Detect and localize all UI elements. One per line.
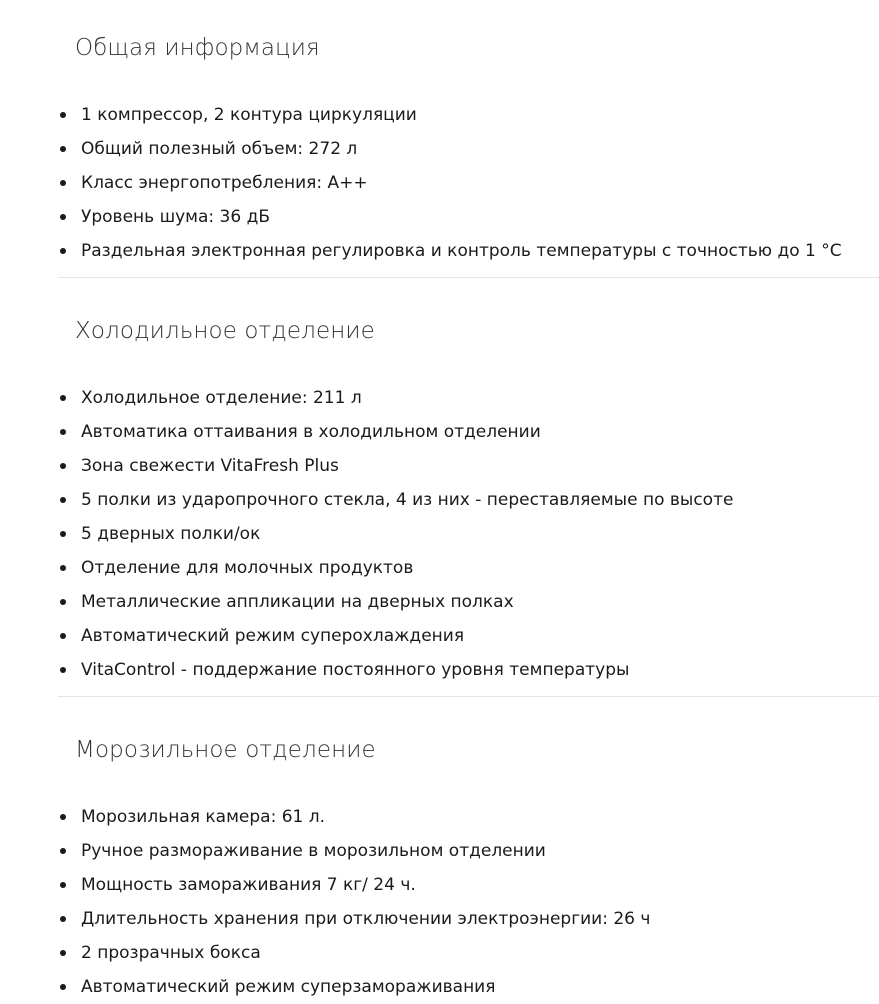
bullet-icon xyxy=(60,531,66,537)
list-item-text: Металлические аппликации на дверных полках xyxy=(81,592,514,612)
bullet-icon xyxy=(60,984,66,990)
list-item-text: 2 прозрачных бокса xyxy=(81,943,261,963)
list-item xyxy=(0,970,879,1004)
list-item-text: Автоматика оттаивания в холодильном отделении xyxy=(81,422,541,442)
list-item-text: 1 компрессор, 2 контура циркуляции xyxy=(81,105,417,125)
list-item-text: Морозильная камера: 61 л. xyxy=(81,807,326,827)
list-item-text: Отделение для молочных продуктов xyxy=(81,558,414,578)
list-item-text: VitaControl - поддержание постоянного уровня температуры xyxy=(81,660,630,680)
list-item xyxy=(0,551,879,585)
bullet-icon xyxy=(60,882,66,888)
list-item-text: Уровень шума: 36 дБ xyxy=(81,207,271,227)
bullet-icon xyxy=(60,633,66,639)
list-item xyxy=(0,936,879,970)
bullet-icon xyxy=(60,180,66,186)
list-item xyxy=(0,653,879,687)
section-divider xyxy=(58,277,879,278)
list-item-text: Класс энергопотребления: A++ xyxy=(81,173,368,193)
spec-list xyxy=(0,381,879,687)
list-item-text: Холодильное отделение: 211 л xyxy=(81,388,362,408)
list-item xyxy=(0,483,879,517)
section-divider xyxy=(58,696,879,697)
bullet-icon xyxy=(60,848,66,854)
list-item-text: Длительность хранения при отключении электроэнергии: 26 ч xyxy=(81,909,651,929)
bullet-icon xyxy=(60,429,66,435)
spec-list xyxy=(0,98,879,268)
bullet-icon xyxy=(60,214,66,220)
list-item xyxy=(0,800,879,834)
list-item xyxy=(0,234,879,268)
list-item xyxy=(0,381,879,415)
list-item-text: Общий полезный объем: 272 л xyxy=(81,139,358,159)
list-item-text: 5 полки из ударопрочного стекла, 4 из них - переставляемые по высоте xyxy=(81,490,734,510)
list-item xyxy=(0,834,879,868)
list-item xyxy=(0,132,879,166)
bullet-icon xyxy=(60,814,66,820)
list-item xyxy=(0,449,879,483)
list-item xyxy=(0,868,879,902)
list-item xyxy=(0,166,879,200)
list-item xyxy=(0,619,879,653)
section-title: Холодильное отделение xyxy=(75,318,375,344)
bullet-icon xyxy=(60,248,66,254)
list-item-text: Автоматический режим суперохлаждения xyxy=(81,626,465,646)
section-title: Морозильное отделение xyxy=(75,737,376,763)
bullet-icon xyxy=(60,667,66,673)
list-item-text: Мощность замораживания 7 кг/ 24 ч. xyxy=(81,875,416,895)
list-item-text: Автоматический режим суперзамораживания xyxy=(81,977,496,997)
list-item xyxy=(0,415,879,449)
list-item xyxy=(0,585,879,619)
list-item-text: 5 дверных полки/ок xyxy=(81,524,261,544)
bullet-icon xyxy=(60,950,66,956)
list-item-text: Раздельная электронная регулировка и контроль температуры с точностью до 1 °C xyxy=(81,241,842,261)
bullet-icon xyxy=(60,916,66,922)
list-item-text: Зона свежести VitaFresh Plus xyxy=(81,456,339,476)
bullet-icon xyxy=(60,463,66,469)
bullet-icon xyxy=(60,112,66,118)
section-title: Общая информация xyxy=(75,35,320,61)
list-item xyxy=(0,98,879,132)
bullet-icon xyxy=(60,146,66,152)
list-item xyxy=(0,902,879,936)
bullet-icon xyxy=(60,395,66,401)
spec-list xyxy=(0,800,879,1004)
list-item-text: Ручное размораживание в морозильном отделении xyxy=(81,841,546,861)
bullet-icon xyxy=(60,497,66,503)
bullet-icon xyxy=(60,565,66,571)
list-item xyxy=(0,200,879,234)
list-item xyxy=(0,517,879,551)
bullet-icon xyxy=(60,599,66,605)
